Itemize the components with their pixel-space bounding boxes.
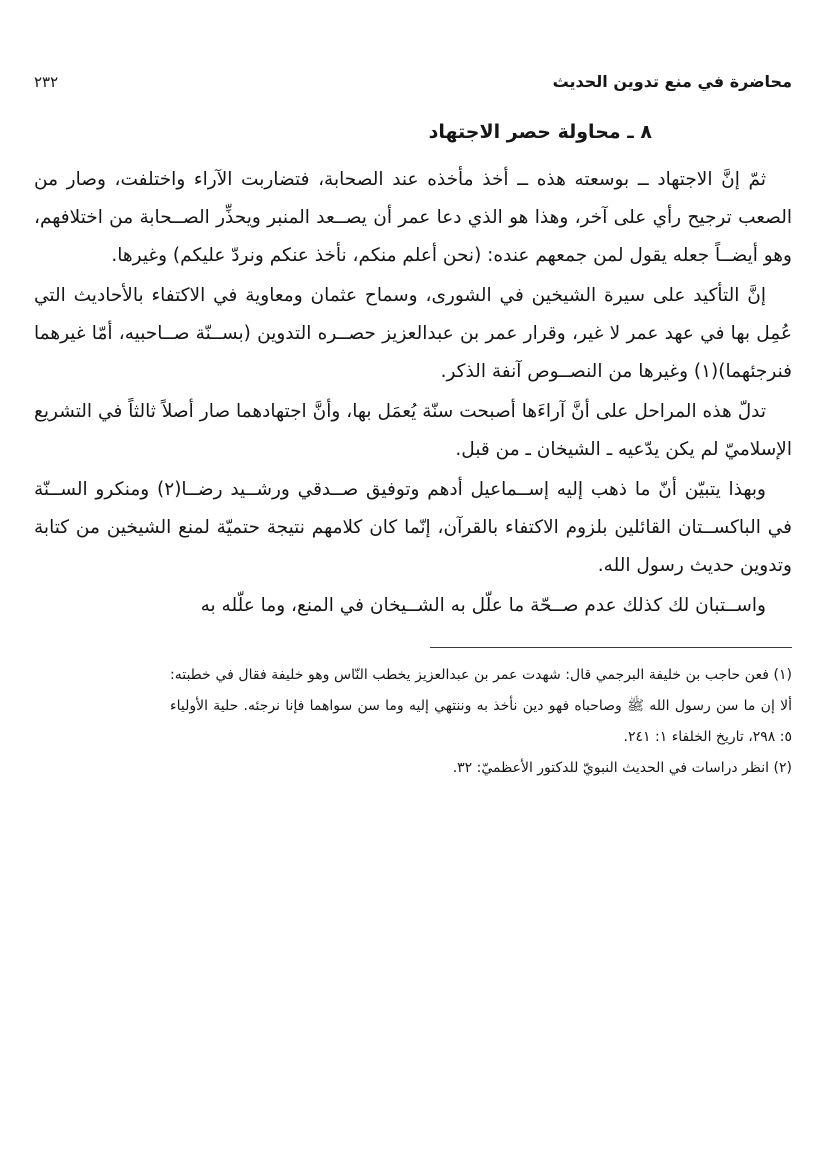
page-number: ٢٣٢ — [34, 73, 59, 91]
book-title: محاضرة في منع تدوين الحديث — [552, 72, 792, 91]
paragraph-1: ثمّ إنَّ الاجتهاد ــ بوسعته هذه ــ أخذ مأخذه عند الصحابة، فتضاربت الآراء واختلفت، وصار من الصعب ترجيح رأي على آخر، وهذا هو الذي دعا عمر أن يصــعد المنبر ويحذِّر الصــحابة من اختلافهم، وهو أيضــاً جعله يقول لمن جمعهم عنده: (نحن أعلم منكم، نأخذ عنكم ونردّ عليكم) وغيرها. — [34, 169, 792, 266]
footnote-separator — [430, 647, 792, 648]
paragraph-4: وبهذا يتبيّن أنّ ما ذهب إليه إســماعيل أدهم وتوفيق صــدقي ورشــيد رضــا(٢) ومنكرو الســنّة في الباكســتان القائلين بلزوم الاكتفاء بالقرآن، إنّما كان كلامهم نتيجة حتميّة لمنع الشيخين من كتابة وتدوين حديث رسول الله. — [34, 479, 792, 576]
footnote-area — [34, 647, 792, 784]
page-header — [34, 0, 792, 91]
paragraph-5: واســتبان لك كذلك عدم صــحّة ما علّل به الشــيخان في المنع، وما علّله به — [200, 595, 766, 616]
section-heading: ٨ ـ محاولة حصر الاجتهاد — [428, 121, 652, 143]
footnote-1: (١) فعن حاجب بن خليفة البرجمي قال: شهدت عمر بن عبدالعزيز يخطب النّاس وهو خليفة فقال في خطبته: ألا إن ما سن رسول الله ﷺ وصاحباه فهو دين نأخذ به وننتهي إليه وما سن سواهما فإنا نرجئه. حلية الأولياء ٥: ٢٩٨، تاريخ الخلفاء ١: ٢٤١. — [170, 667, 792, 745]
paragraph-3: تدلّ هذه المراحل على أنَّ آراءَها أصبحت سنّة يُعمَل بها، وأنَّ اجتهادهما صار أصلاً ثالثاً في التشريع الإسلاميّ لم يكن يدّعيه ـ الشيخان ـ من قبل. — [34, 401, 792, 460]
paragraph-2: إنَّ التأكيد على سيرة الشيخين في الشورى، وسماح عثمان ومعاوية في الاكتفاء بالأحاديث التي عُمِل بها في عهد عمر لا غير، وقرار عمر بن عبدالعزيز حصــره التدوين (بســنّة صــاحبيه، أمّا غيرهما فنرجئهما)(١) وغيرها من النصــوص آنفة الذكر. — [34, 285, 792, 382]
footnote-2: (٢) انظر دراسات في الحديث النبويّ للدكتور الأعظميّ: ٣٢. — [452, 760, 792, 776]
body-text — [34, 161, 792, 625]
footnotes-block — [170, 660, 792, 784]
